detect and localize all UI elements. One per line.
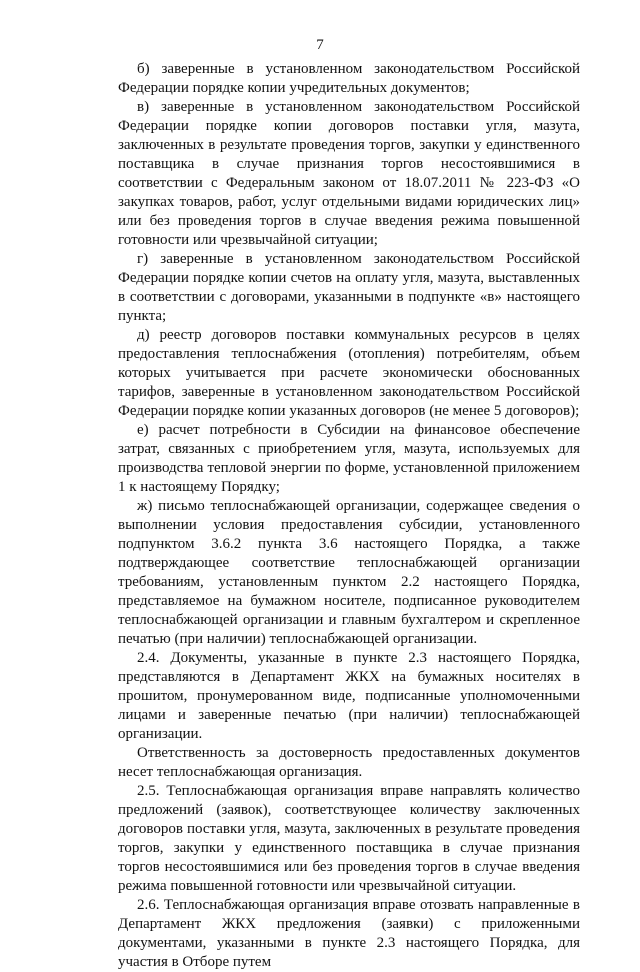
paragraph-2-4: 2.4. Документы, указанные в пункте 2.3 настоящего Порядка, представляются в Департамент ЖКХ на бумажных носителях в прошитом, пронумерованном виде, подписанные уполномоченными лицами и заверенные печатью (при наличии) теплоснабжающей организации. [118,650,580,742]
paragraph-responsibility: Ответственность за достоверность предоставленных документов несет теплоснабжающая организация. [118,745,580,780]
document-body [118,60,580,972]
paragraph-item-g: г) заверенные в установленном законодательством Российской Федерации порядке копии счетов на оплату угля, мазута, выставленных в соответствии с договорами, указанными в подпункте «в» настоящего пункта; [118,251,580,324]
paragraph-item-d: д) реестр договоров поставки коммунальных ресурсов в целях предоставления теплоснабжения (отопления) потребителям, объем которых учитывается при расчете экономически обоснованных тарифов, заверенные в установленном законодательством Российской Федерации порядке копии указанных договоров (не менее 5 договоров); [118,327,580,419]
paragraph-item-b: б) заверенные в установленном законодательством Российской Федерации порядке копии учредительных документов; [118,61,580,96]
page-number: 7 [316,37,324,53]
paragraph-item-zh: ж) письмо теплоснабжающей организации, содержащее сведения о выполнении условия предоставления субсидии, установленного подпунктом 3.6.2 пункта 3.6 настоящего Порядка, а также подтверждающее соответствие теплоснабжающей организации требованиям, установленным пунктом 2.2 настоящего Порядка, представляемое на бумажном носителе, подписанное руководителем теплоснабжающей организации и главным бухгалтером и скрепленное печатью (при наличии) теплоснабжающей организации. [118,498,580,647]
paragraph-item-v: в) заверенные в установленном законодательством Российской Федерации порядке копии договоров поставки угля, мазута, заключенных в результате проведения торгов, закупки у единственного поставщика в случае признания торгов несостоявшимися в соответствии с Федеральным законом от 18.07.2011 № 223-ФЗ «О закупках товаров, работ, услуг отдельными видами юридических лиц» или без проведения торгов в случае введения режима повышенной готовности или чрезвычайной ситуации; [118,99,580,248]
paragraph-2-6: 2.6. Теплоснабжающая организация вправе отозвать направленные в Департамент ЖКХ предложения (заявки) с приложенными документами, указанными в пункте 2.3 настоящего Порядка, для участия в Отборе путем [118,897,580,970]
paragraph-item-e: е) расчет потребности в Субсидии на финансовое обеспечение затрат, связанных с приобретением угля, мазута, используемых для производства тепловой энергии по форме, установленной приложением 1 к настоящему Порядку; [118,422,580,495]
paragraph-2-5: 2.5. Теплоснабжающая организация вправе направлять количество предложений (заявок), соответствующее количеству заключенных договоров поставки угля, мазута, заключенных в результате проведения торгов, закупки у единственного поставщика в случае признания торгов несостоявшимися или без проведения торгов в случае введения режима повышенной готовности или чрезвычайной ситуации. [118,783,580,894]
